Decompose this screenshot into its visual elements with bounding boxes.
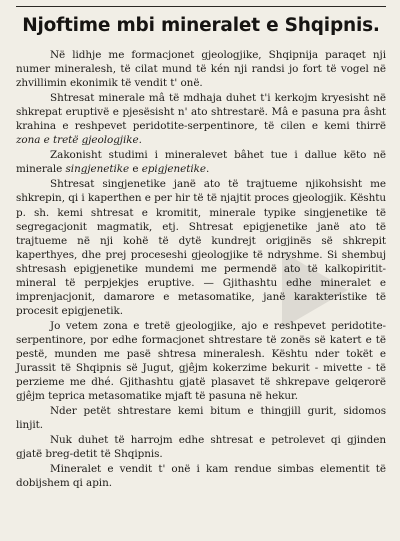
document-body: [16, 48, 386, 490]
paragraph-2-text: Shtresat minerale mâ të mdhaja duhet t'i kerkojm kryesisht në shkrepat eruptivë e pjesësisht n' ato shtrestarë. Mâ e pasuna pra âsht krahina e reshpevet peridotite-serpentinore, të cilen e kemi thirrë: [16, 92, 386, 133]
top-rule: [16, 6, 386, 7]
paragraph-8: Mineralet e vendit t' onë i kam rendue simbas elementit të dobijshem qi apin.: [16, 463, 386, 490]
paragraph-2-emphasis: zona e tretë gjeologjike: [16, 134, 139, 147]
paragraph-5: Jo vetem zona e tretë gjeologjike, ajo e reshpevet peridotite-serpentinore, por edhe formacjonet shtrestare të zonës së katert e të pestë, munden me pasë shtresa mineralesh. Kështu nder tokët e Jurassit të Shqipnis së Jugut, gjêjm kokerzime bekurit - mivette - të perzieme me dhé. Gjithashtu gjatë plasavet të shkrepave gelqerorë gjêjm teprica metasomatike mjaft të pasuna në hekur.: [16, 319, 386, 403]
paragraph-7: Nuk duhet të harrojm edhe shtresat e petrolevet qi gjinden gjatë breg-detit të Shqipnis.: [16, 434, 386, 461]
paragraph-1: Në lidhje me formacjonet gjeologjike, Shqipnija paraqet nji numer mineralesh, të cilat mund të kén nji randsi jo fort të vogel në zhvillimin ekonimik të vendit t' onë.: [16, 49, 386, 90]
paragraph-3: [16, 148, 386, 176]
paragraph-4: Shtresat singjenetike janë ato të trajtueme njikohsisht me shkrepin, qi i kaperthen e per hir të të njajtit proces gjeologjik. Kështu p. sh. kemi shtresat e kromitit, minerale typike singjenetike të segregacjonit magmatik, etj. Shtresat epigjenetike janë ato të trajtueme në nji kohë të dytë kundrejt origjinës së shkrepit kaperthyes, dhe prej proceseshi gjeologjike të ndryshme. Si shembuj shtresash epigjenetike mundemi me permendë ato të kalkopiritit-mineral të perpjekjes eruptive. — Gjithashtu edhe mineralet e imprenjacjonit, damarore e metasomatike, janë karakteristike të procesit epigjenetik.: [16, 178, 386, 317]
paragraph-3-emphasis-2: epigjenetike: [141, 163, 207, 176]
paragraph-6: Nder petët shtrestare kemi bitum e thingjill gurit, sidomos linjit.: [16, 405, 386, 432]
document-title: Njoftime mbi mineralet e Shqipnis.: [22, 15, 380, 36]
paragraph-2-end: .: [138, 134, 142, 147]
paragraph-3-join: e: [129, 163, 142, 176]
paragraph-3-text: Zakonisht studimi i mineralevet bâhet tue i dallue këto në minerale: [16, 149, 386, 176]
paragraph-3-end: .: [206, 163, 210, 176]
paragraph-2: [16, 91, 386, 147]
paragraph-3-emphasis-1: singjenetike: [65, 163, 130, 176]
